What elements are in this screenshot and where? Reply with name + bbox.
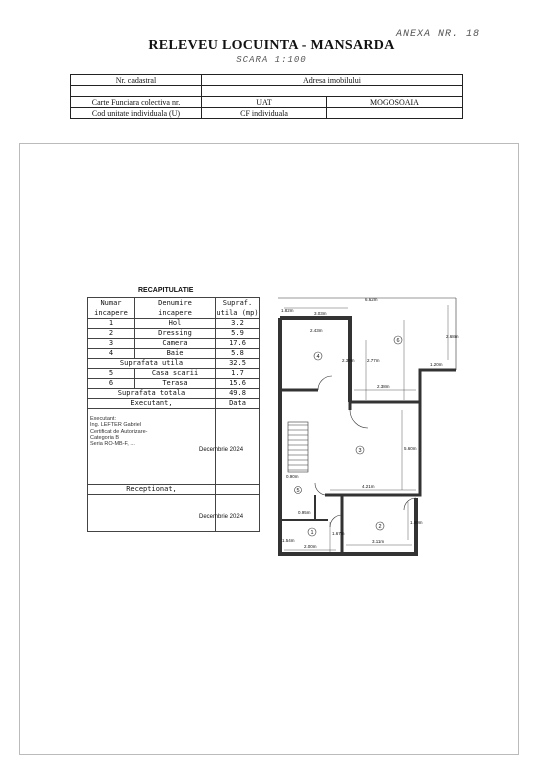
dim-label: 2.38m [377, 384, 390, 389]
room-nr: 4 [88, 349, 135, 359]
receptionat-blank [216, 485, 260, 495]
room-number: 2 [378, 524, 382, 530]
dim-label: 5.60m [404, 446, 417, 451]
dim-label: 4.21m [362, 484, 375, 489]
dim-label: 2.00m [304, 544, 317, 549]
table-row [88, 369, 260, 379]
cf-individuala-label: CF individuala [202, 108, 327, 119]
room-name: Camera [135, 339, 216, 349]
nr-cadastral-label: Nr. cadastral [71, 75, 202, 86]
executant-line: Ing. LEFTER Gabriel [90, 422, 142, 429]
dim-label: 1.54m [282, 538, 295, 543]
room-area: 15.6 [216, 379, 260, 389]
room-area: 5.8 [216, 349, 260, 359]
room-area: 17.6 [216, 339, 260, 349]
dim-label: 3.03m [314, 311, 327, 316]
room-number: 6 [396, 338, 400, 344]
col-name-header: Denumire [135, 298, 216, 309]
dim-label: 2.68m [446, 334, 459, 339]
receptionat-date: Decembrie 2024 [199, 514, 244, 520]
suprafata-utila-value: 32.5 [216, 359, 260, 369]
dim-label: 6.62m [365, 297, 378, 302]
suprafata-totala-label: Suprafata totala [88, 389, 216, 399]
executant-line: Executant: [90, 416, 116, 422]
dim-label: 1.82m [281, 308, 294, 313]
dim-label: 3.11m [372, 539, 385, 544]
room-number: 3 [358, 448, 362, 454]
table-row [88, 359, 260, 369]
receptionat-cell [88, 495, 216, 532]
room-name: Baie [135, 349, 216, 359]
executant-stamp-text [90, 416, 147, 447]
recap-table [87, 297, 260, 532]
adresa-value [202, 86, 463, 97]
room-name: Casa scarii [135, 369, 216, 379]
executant-line: Certificat de Autorizare- [90, 428, 148, 435]
uat-label: UAT [202, 97, 327, 108]
room-number: 1 [310, 530, 314, 536]
cod-unitate-label: Cod unitate individuala (U) [71, 108, 202, 119]
suprafata-utila-label: Suprafata utila [88, 359, 216, 369]
dim-label: 1.67m [332, 531, 345, 536]
nr-cadastral-value [71, 86, 202, 97]
room-number: 4 [316, 354, 320, 360]
date-cell-2 [216, 495, 260, 532]
col-name-header-2: incapere [135, 308, 216, 319]
cf-individuala-value [327, 108, 463, 119]
col-nr-header: Numar [88, 298, 135, 309]
room-area: 3.2 [216, 319, 260, 329]
dim-label: 2.39m [342, 358, 355, 363]
carte-funciara-label: Carte Funciara colectiva nr. [71, 97, 202, 108]
receptionat-label: Receptionat, [88, 485, 216, 495]
recap-title: RECAPITULATIE [138, 287, 194, 294]
room-number: 5 [296, 488, 300, 494]
dim-label: 2.77m [367, 358, 380, 363]
room-name: Dressing [135, 329, 216, 339]
room-area: 5.9 [216, 329, 260, 339]
executant-label: Executant, [88, 399, 216, 409]
col-area-header: Supraf. [216, 298, 260, 309]
executant-line: Categoria B [90, 434, 120, 441]
adresa-label: Adresa imobilului [202, 75, 463, 86]
table-row [88, 339, 260, 349]
floor-plan [270, 290, 470, 560]
uat-value: MOGOSOAIA [327, 97, 463, 108]
table-row [88, 319, 260, 329]
table-row [88, 389, 260, 399]
table-row [88, 349, 260, 359]
dim-label: 2.43m [310, 328, 323, 333]
executant-date: Decembrie 2024 [199, 447, 244, 453]
dim-label: 0.95m [298, 510, 311, 515]
room-name: Hol [135, 319, 216, 329]
room-name: Terasa [135, 379, 216, 389]
col-nr-header-2: incapere [88, 308, 135, 319]
room-nr: 2 [88, 329, 135, 339]
col-area-header-2: utila (mp) [216, 308, 259, 317]
executant-line: Seria RO-MB-F, ... [90, 441, 135, 448]
suprafata-totala-value: 49.8 [216, 389, 260, 399]
dim-label: 0.90m [286, 474, 299, 479]
annex-number: ANEXA NR. 18 [396, 29, 481, 40]
table-row [88, 379, 260, 389]
room-nr: 5 [88, 369, 135, 379]
dim-label: 1.20m [430, 362, 443, 367]
room-nr: 3 [88, 339, 135, 349]
data-label: Data [216, 399, 260, 409]
scale-label: SCARA 1:100 [236, 55, 307, 65]
room-nr: 1 [88, 319, 135, 329]
room-nr: 6 [88, 379, 135, 389]
room-area: 1.7 [216, 369, 260, 379]
page-title: RELEVEU LOCUINTA - MANSARDA [148, 38, 395, 53]
cadastral-form-table [70, 74, 463, 119]
dim-label: 1.90m [410, 520, 423, 525]
table-row [88, 329, 260, 339]
